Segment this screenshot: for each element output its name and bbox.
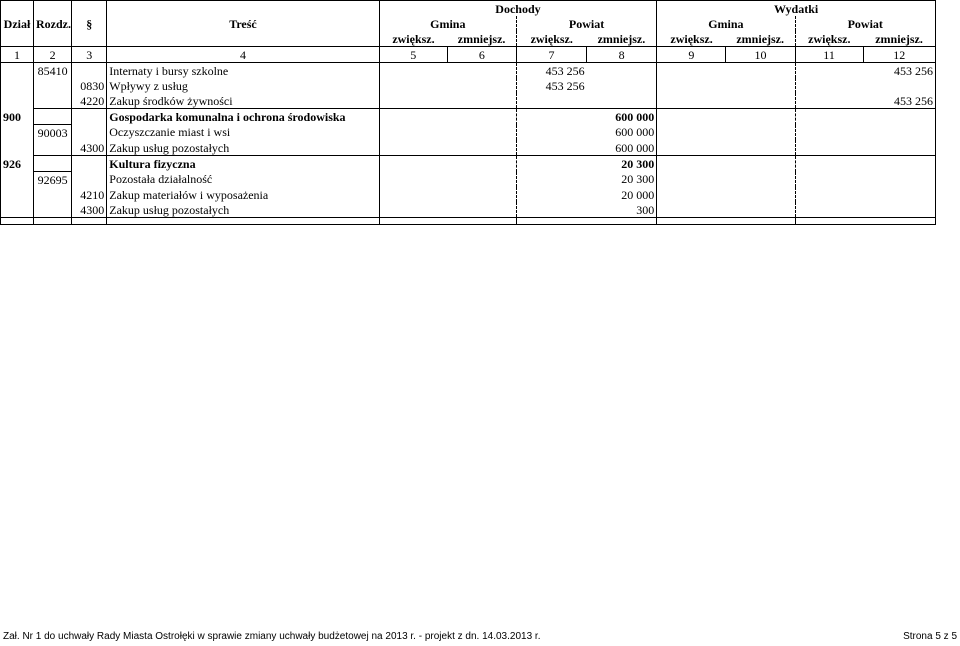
dzial-cell xyxy=(1,202,34,218)
rozdz-cell xyxy=(34,109,72,125)
rozdz-cell xyxy=(34,78,72,93)
wydatki-gmina-zwieksz-cell xyxy=(657,187,726,202)
dochody-gmina-zwieksz-cell xyxy=(379,156,447,172)
footer-page-number: Strona 5 z 5 xyxy=(903,631,957,642)
col-tresc-header: Treść xyxy=(107,1,379,47)
wydatki-powiat-zwieksz: zwiększ. xyxy=(795,31,863,47)
tresc-cell: Internaty i bursy szkolne xyxy=(107,63,379,79)
dochody-gmina-zmniejsz-cell xyxy=(447,172,516,188)
empty-cell xyxy=(72,218,107,225)
paragraph-cell xyxy=(72,172,107,188)
wydatki-powiat-zmniejsz-cell: 453 256 xyxy=(863,63,935,79)
wydatki-gmina-zmniejsz-cell xyxy=(726,125,795,141)
dochody-powiat-zmniejsz-cell: 600 000 xyxy=(587,125,657,141)
wydatki-gmina-zwieksz-cell xyxy=(657,109,726,125)
dochody-powiat-zwieksz-cell: 453 256 xyxy=(545,78,585,93)
paragraph-cell xyxy=(72,109,107,125)
tresc-cell: Wpływy z usług xyxy=(107,78,379,93)
wydatki-gmina-zwieksz: zwiększ. xyxy=(657,31,726,47)
wydatki-gmina-zmniejsz-cell xyxy=(726,93,795,109)
paragraph-cell: 4300 xyxy=(72,202,107,218)
dochody-powiat-zmniejsz-cell xyxy=(587,78,657,93)
dochody-powiat-zwieksz-cell xyxy=(516,202,586,218)
rozdz-cell xyxy=(34,187,72,202)
dochody-gmina-zwieksz-cell xyxy=(379,125,447,141)
col-number: 3 xyxy=(72,47,107,63)
page-footer xyxy=(3,631,957,642)
wydatki-gmina-zwieksz-cell xyxy=(657,172,726,188)
paragraph-cell: 4220 xyxy=(72,93,107,109)
tresc-cell: Gospodarka komunalna i ochrona środowiska xyxy=(107,109,379,125)
dzial-cell xyxy=(1,93,34,109)
dochody-gmina-zmniejsz-cell xyxy=(447,109,516,125)
wydatki-powiat-zmniejsz-cell xyxy=(863,109,935,125)
empty-cell xyxy=(1,218,34,225)
wydatki-powiat-zwieksz-cell xyxy=(795,140,863,156)
wydatki-gmina-zwieksz-cell xyxy=(657,78,726,93)
rozdz-cell xyxy=(34,93,72,109)
dzial-cell xyxy=(1,172,34,188)
dochody-powiat-zmniejsz-cell: 20 300 xyxy=(587,172,657,188)
paragraph-cell: 4300 xyxy=(72,140,107,156)
table-row xyxy=(1,140,936,156)
wydatki-powiat-zwieksz-cell xyxy=(795,109,863,125)
paragraph-cell xyxy=(72,125,107,141)
dochody-gmina-zmniejsz: zmniejsz. xyxy=(447,31,516,47)
table-row xyxy=(1,172,936,188)
dochody-powiat-zmniejsz-cell: 600 000 xyxy=(587,109,657,125)
dochody-powiat-header: Powiat xyxy=(516,16,656,31)
dochody-gmina-zwieksz-cell xyxy=(379,78,447,93)
wydatki-powiat-zwieksz-cell xyxy=(795,202,863,218)
dochody-powiat-zwieksz-cell xyxy=(516,140,586,156)
wydatki-gmina-zwieksz-cell xyxy=(657,202,726,218)
empty-cell xyxy=(447,218,516,225)
wydatki-gmina-header: Gmina xyxy=(657,16,795,31)
wydatki-powiat-zmniejsz-cell xyxy=(863,156,935,172)
dochody-gmina-zmniejsz-cell xyxy=(447,125,516,141)
dochody-gmina-zwieksz-cell xyxy=(379,63,447,79)
dochody-gmina-zmniejsz-cell xyxy=(447,63,516,79)
dzial-cell xyxy=(1,125,34,141)
dochody-powiat-zwieksz-cell xyxy=(516,156,586,172)
dzial-cell xyxy=(1,78,34,93)
dochody-gmina-zmniejsz-cell xyxy=(447,156,516,172)
dochody-gmina-zwieksz-cell xyxy=(379,187,447,202)
dochody-powiat-zmniejsz: zmniejsz. xyxy=(587,31,657,47)
rozdz-cell: 85410 xyxy=(34,63,72,79)
wydatki-gmina-zmniejsz-cell xyxy=(726,187,795,202)
table-row xyxy=(1,78,936,93)
dochody-gmina-zmniejsz-cell xyxy=(447,93,516,109)
rozdz-cell: 90003 xyxy=(34,125,72,141)
col-number: 5 xyxy=(379,47,447,63)
wydatki-gmina-zmniejsz-cell xyxy=(726,78,795,93)
wydatki-gmina-zmniejsz: zmniejsz. xyxy=(726,31,795,47)
wydatki-powiat-zmniejsz-cell xyxy=(863,172,935,188)
tresc-cell: Zakup środków żywności xyxy=(107,93,379,109)
table-row xyxy=(1,109,936,125)
wydatki-powiat-zmniejsz-cell xyxy=(863,187,935,202)
dochody-powiat-zwieksz-cell xyxy=(516,187,586,202)
dzial-cell: 900 xyxy=(1,109,34,125)
wydatki-powiat-zmniejsz-cell xyxy=(863,125,935,141)
table-row xyxy=(1,93,936,109)
tresc-cell: Zakup usług pozostałych xyxy=(107,202,379,218)
footer-document-reference: Zał. Nr 1 do uchwały Rady Miasta Ostrołęki w sprawie zmiany uchwały budżetowej na 2013 r. - projekt z dn. 14.03.2013 r. xyxy=(3,631,541,642)
paragraph-cell: 0830 xyxy=(72,78,107,93)
wydatki-gmina-zmniejsz-cell xyxy=(726,109,795,125)
paragraph-cell xyxy=(72,63,107,79)
dochody-gmina-zwieksz-cell xyxy=(379,140,447,156)
empty-cell xyxy=(379,218,447,225)
wydatki-gmina-zmniejsz-cell xyxy=(726,156,795,172)
tresc-cell: Zakup usług pozostałych xyxy=(107,140,379,156)
col-number: 1 xyxy=(1,47,34,63)
wydatki-powiat-zwieksz-cell xyxy=(795,78,863,93)
header-row-1 xyxy=(1,1,936,17)
rozdz-cell xyxy=(34,202,72,218)
dochody-powiat-zmniejsz-cell: 20 300 xyxy=(587,156,657,172)
tresc-cell: Kultura fizyczna xyxy=(107,156,379,172)
wydatki-gmina-zwieksz-cell xyxy=(657,156,726,172)
wydatki-powiat-zwieksz-cell xyxy=(795,63,863,79)
col-paragraph-header: § xyxy=(72,1,107,47)
wydatki-powiat-zwieksz-cell xyxy=(795,156,863,172)
dochody-gmina-zmniejsz-cell xyxy=(447,187,516,202)
dochody-powiat-zwieksz-cell xyxy=(516,125,586,141)
empty-cell xyxy=(34,218,72,225)
dochody-powiat-zwieksz-cell xyxy=(516,109,586,125)
rozdz-cell: 92695 xyxy=(34,172,72,188)
empty-cell xyxy=(726,218,795,225)
wydatki-gmina-zwieksz-cell xyxy=(657,140,726,156)
dochody-powiat-zwieksz: zwiększ. xyxy=(516,31,586,47)
wydatki-powiat-zmniejsz: zmniejsz. xyxy=(863,31,935,47)
wydatki-powiat-zwieksz-cell xyxy=(795,93,863,109)
wydatki-powiat-zmniejsz-cell: 453 256 xyxy=(863,93,935,109)
table-body xyxy=(1,63,936,225)
col-number: 2 xyxy=(34,47,72,63)
dochody-gmina-zmniejsz-cell xyxy=(447,202,516,218)
col-number: 7 xyxy=(516,47,586,63)
col-number: 8 xyxy=(587,47,657,63)
column-number-row xyxy=(1,47,936,63)
dochody-powiat-zwieksz-cell: 453 256 xyxy=(545,63,585,78)
col-number: 11 xyxy=(795,47,863,63)
col-dzial-header: Dział xyxy=(1,1,34,47)
dochody-gmina-zwieksz: zwiększ. xyxy=(379,31,447,47)
empty-cell xyxy=(795,218,863,225)
dochody-header: Dochody xyxy=(379,1,657,17)
wydatki-powiat-header: Powiat xyxy=(795,16,936,31)
wydatki-gmina-zwieksz-cell xyxy=(657,63,726,79)
dochody-powiat-zmniejsz-cell xyxy=(587,93,657,109)
dochody-gmina-zmniejsz-cell xyxy=(447,140,516,156)
wydatki-gmina-zmniejsz-cell xyxy=(726,202,795,218)
dochody-powiat-zmniejsz-cell: 600 000 xyxy=(587,140,657,156)
wydatki-gmina-zmniejsz-cell xyxy=(726,140,795,156)
tresc-cell: Zakup materiałów i wyposażenia xyxy=(107,187,379,202)
dochody-gmina-zwieksz-cell xyxy=(379,109,447,125)
paragraph-cell xyxy=(72,156,107,172)
col-number: 12 xyxy=(863,47,935,63)
paragraph-cell: 4210 xyxy=(72,187,107,202)
empty-cell xyxy=(657,218,726,225)
dzial-cell xyxy=(1,187,34,202)
dochody-powiat-zwieksz-cell xyxy=(516,172,586,188)
col-number: 4 xyxy=(107,47,379,63)
empty-cell xyxy=(107,218,379,225)
dochody-gmina-zwieksz-cell xyxy=(379,202,447,218)
wydatki-powiat-zmniejsz-cell xyxy=(863,78,935,93)
col-rozdz-header: Rozdz. xyxy=(34,1,72,47)
wydatki-gmina-zmniejsz-cell xyxy=(726,172,795,188)
dochody-gmina-header: Gmina xyxy=(379,16,516,31)
budget-table xyxy=(0,0,936,225)
dochody-powiat-zmniejsz-cell: 300 xyxy=(587,202,657,218)
table-row xyxy=(1,125,936,141)
spacer-row xyxy=(1,218,936,225)
dochody-powiat-zmniejsz-cell: 20 000 xyxy=(587,187,657,202)
table-row xyxy=(1,156,936,172)
tresc-cell: Oczyszczanie miast i wsi xyxy=(107,125,379,141)
wydatki-powiat-zwieksz-cell xyxy=(795,187,863,202)
table-row xyxy=(1,187,936,202)
tresc-cell: Pozostała działalność xyxy=(107,172,379,188)
col-number: 9 xyxy=(657,47,726,63)
rozdz-cell xyxy=(34,156,72,172)
dochody-gmina-zwieksz-cell xyxy=(379,172,447,188)
col-number: 6 xyxy=(447,47,516,63)
col-number: 10 xyxy=(726,47,795,63)
empty-cell xyxy=(587,218,657,225)
wydatki-powiat-zwieksz-cell xyxy=(795,172,863,188)
wydatki-gmina-zmniejsz-cell xyxy=(726,63,795,79)
dzial-cell xyxy=(1,63,34,79)
wydatki-powiat-zwieksz-cell xyxy=(795,125,863,141)
wydatki-gmina-zwieksz-cell xyxy=(657,125,726,141)
wydatki-header: Wydatki xyxy=(657,1,936,17)
dzial-cell: 926 xyxy=(1,156,34,172)
dochody-gmina-zwieksz-cell xyxy=(379,93,447,109)
wydatki-gmina-zwieksz-cell xyxy=(657,93,726,109)
dochody-gmina-zmniejsz-cell xyxy=(447,78,516,93)
table-row xyxy=(1,63,936,79)
dochody-powiat-zwieksz-cell xyxy=(516,93,586,109)
empty-cell xyxy=(516,218,586,225)
table-row xyxy=(1,202,936,218)
rozdz-cell xyxy=(34,140,72,156)
wydatki-powiat-zmniejsz-cell xyxy=(863,140,935,156)
empty-cell xyxy=(863,218,935,225)
dochody-powiat-zmniejsz-cell xyxy=(587,63,657,79)
wydatki-powiat-zmniejsz-cell xyxy=(863,202,935,218)
dzial-cell xyxy=(1,140,34,156)
